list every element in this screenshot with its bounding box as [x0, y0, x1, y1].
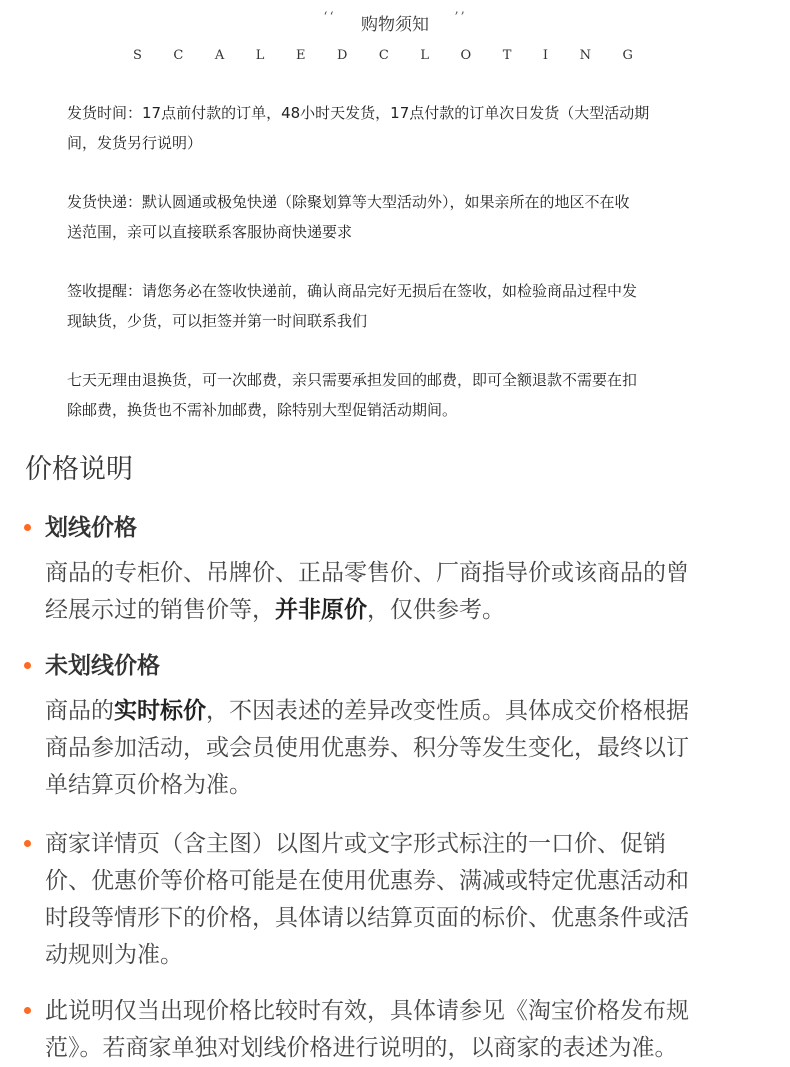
brand-letter: D [336, 48, 348, 63]
body-bold-text: 实时标价 [114, 698, 206, 724]
bullet-strikethrough-price [24, 510, 764, 625]
bullet-dot-icon [24, 840, 31, 847]
body-line: 时段等情形下的价格，具体请以结算页面的标价、优惠条件或活 [45, 905, 689, 931]
body-line: 此说明仅当出现价格比较时有效，具体请参见《淘宝价格发布规 [45, 998, 689, 1024]
brand-letter: I [542, 48, 549, 63]
bullet-body [45, 555, 764, 629]
brand-letter: C [173, 48, 184, 63]
body-line: 商家详情页（含主图）以图片或文字形式标注的一口价、促销 [45, 831, 666, 857]
bullet-dot-icon [24, 524, 31, 531]
brand-letter: T [502, 48, 512, 63]
brand-letter: N [579, 48, 591, 63]
notice-returns [67, 365, 727, 425]
brand-letter: L [255, 48, 265, 63]
notice-line: 发货时间：17点前付款的订单，48小时天发货，17点付款的订单次日发货（大型活动期 [67, 104, 650, 122]
bullet-body [45, 993, 764, 1067]
body-line [45, 592, 764, 629]
brand-letter: L [420, 48, 430, 63]
brand-letter: G [622, 48, 633, 63]
notice-courier [67, 187, 727, 247]
notice-line: 送范围，亲可以直接联系客服协商快递要求 [67, 223, 353, 241]
bullet-body [45, 826, 764, 974]
bullet-detail-page-price [24, 826, 764, 974]
notice-line: 现缺货，少货，可以拒签并第一时间联系我们 [67, 312, 368, 330]
brand-name [133, 48, 633, 63]
brand-letter: E [295, 48, 306, 63]
brand-letter: S [133, 48, 142, 63]
bullet-comparison-note [24, 993, 764, 1067]
brand-letter: A [214, 48, 225, 63]
notice-line: 除邮费，换货也不需补加邮费，除特别大型促销活动期间。 [67, 401, 458, 419]
bullet-dot-icon [24, 662, 31, 669]
notice-line: 七天无理由退换货，可一次邮费，亲只需要承担发回的邮费，即可全额退款不需要在扣 [67, 371, 638, 389]
body-text: 经展示过的销售价等， [45, 597, 275, 623]
body-line: 范》。若商家单独对划线价格进行说明的，以商家的表述为准。 [45, 1035, 678, 1061]
body-text: ，仅供参考。 [367, 597, 505, 623]
body-text: 商品的 [45, 698, 114, 724]
price-bullet-list [24, 510, 764, 1067]
body-text: ，不因表述的差异改变性质。具体成交价格根据 [206, 698, 689, 724]
bullet-non-strikethrough-price [24, 648, 764, 802]
bullet-title: 未划线价格 [45, 653, 160, 679]
body-line: 价、优惠价等价格可能是在使用优惠券、满减或特定优惠活动和 [45, 868, 689, 894]
page-title [0, 10, 790, 35]
body-line: 商品参加活动，或会员使用优惠券、积分等发生变化，最终以订 [45, 735, 689, 761]
body-line: 动规则为准。 [45, 942, 183, 968]
brand-letter: O [460, 48, 472, 63]
notice-shipping-time [67, 98, 727, 158]
price-section-title: 价格说明 [25, 454, 133, 485]
open-quote: ‘‘ [323, 10, 336, 25]
title-text: 购物须知 [361, 15, 429, 35]
notice-line: 发货快递：默认圆通或极兔快递（除聚划算等大型活动外），如果亲所在的地区不在收 [67, 193, 630, 211]
body-bold-text: 并非原价 [275, 597, 367, 623]
body-line [45, 693, 764, 730]
body-line: 商品的专柜价、吊牌价、正品零售价、厂商指导价或该商品的曾 [45, 560, 689, 586]
bullet-title: 划线价格 [45, 515, 137, 541]
close-quote: ’’ [454, 10, 467, 25]
bullet-body [45, 693, 764, 804]
notice-line: 签收提醒：请您务必在签收快递前，确认商品完好无损后在签收，如检验商品过程中发 [67, 282, 638, 300]
bullet-dot-icon [24, 1007, 31, 1014]
shipping-notice-list [67, 98, 727, 454]
notice-line: 间，发货另行说明） [67, 134, 203, 152]
brand-letter: C [378, 48, 389, 63]
notice-receipt [67, 276, 727, 336]
body-line: 单结算页价格为准。 [45, 772, 252, 798]
